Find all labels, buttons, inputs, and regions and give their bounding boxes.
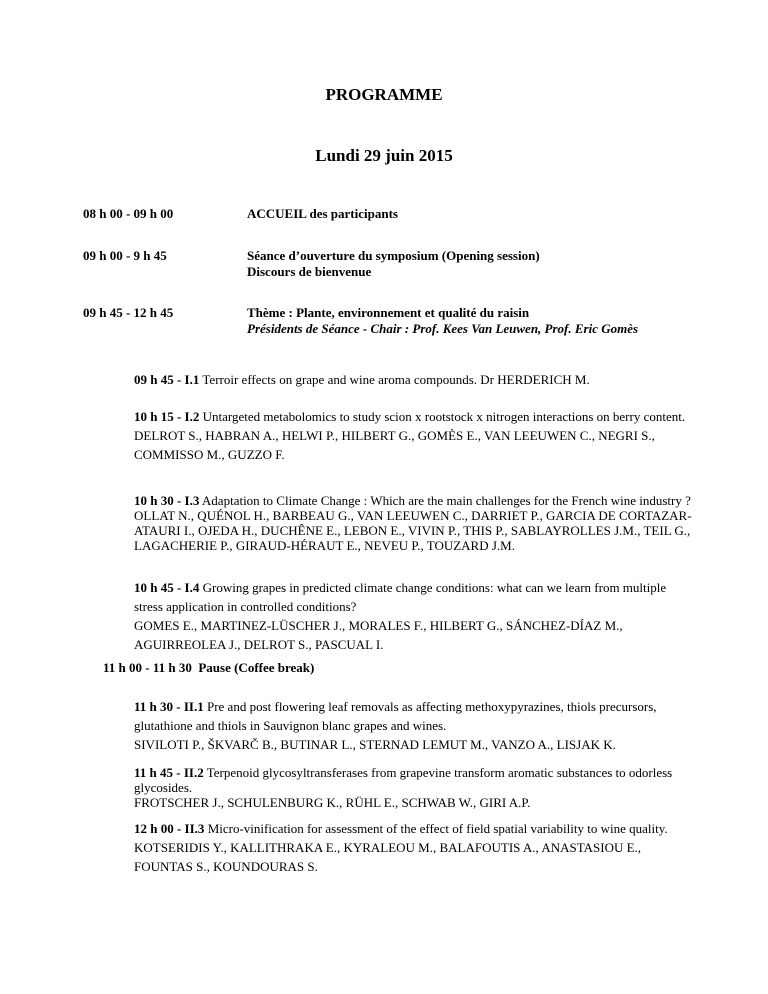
chairs-line: Présidents de Séance - Chair : Prof. Kees Van Leuwen, Prof. Eric Gomès	[247, 321, 639, 336]
schedule-desc: ACCUEIL des participants	[247, 206, 398, 221]
page-title: PROGRAMME	[325, 85, 443, 104]
talk-authors: KOTSERIDIS Y., KALLITHRAKA E., KYRALEOU M., BALAFOUTIS A., ANASTASIOU E., FOUNTAS S., KOUNDOURAS S.	[134, 840, 642, 874]
talk-id: 10 h 30 - I.3	[134, 493, 200, 508]
talk-id: 10 h 45 - I.4	[134, 580, 200, 595]
talk-item	[134, 407, 694, 464]
day-heading: Lundi 29 juin 2015	[315, 146, 453, 165]
talk-title: Adaptation to Climate Change : Which are the main challenges for the French wine industry ?	[201, 493, 691, 508]
schedule-time: 09 h 45 - 12 h 45	[83, 305, 174, 320]
talk-title: Terpenoid glycosyltransferases from grapevine transform aromatic substances to odorless glycosides.	[134, 765, 673, 795]
talk-title: Micro-vinification for assessment of the effect of field spatial variability to wine quality.	[207, 821, 668, 836]
talk-authors: DELROT S., HABRAN A., HELWI P., HILBERT G., GOMÈS E., VAN LEEUWEN C., NEGRI S., COMMISSO M., GUZZO F.	[134, 428, 655, 462]
talk-title: Untargeted metabolomics to study scion x rootstock x nitrogen interactions on berry content.	[202, 409, 686, 424]
schedule-desc-line2: Discours de bienvenue	[247, 264, 372, 279]
talk-id: 11 h 45 - II.2	[134, 765, 204, 780]
talk-item	[134, 765, 694, 810]
talk-id: 11 h 30 - II.1	[134, 699, 204, 714]
talk-item	[134, 697, 694, 754]
theme-line: Thème : Plante, environnement et qualité du raisin	[247, 305, 530, 320]
talk-id: 09 h 45 - I.1	[134, 372, 200, 387]
talk-item	[134, 578, 694, 654]
talk-title: Terroir effects on grape and wine aroma compounds. Dr HERDERICH M.	[202, 372, 590, 387]
schedule-desc	[247, 305, 683, 337]
talk-id: 10 h 15 - I.2	[134, 409, 200, 424]
talk-authors: OLLAT N., QUÉNOL H., BARBEAU G., VAN LEEUWEN C., DARRIET P., GARCIA DE CORTAZAR-ATAURI I., OJEDA H., DUCHÊNE E., LEBON E., VIVIN P., THIS P., SABLAYROLLES J.M., TEIL G., LAGACHERIE P., GIRAUD-HÉRAUT E., NEVEU P., TOUZARD J.M.	[134, 508, 692, 553]
schedule-desc	[247, 248, 683, 280]
schedule-time: 08 h 00 - 09 h 00	[83, 206, 174, 221]
talk-item	[134, 819, 694, 876]
talk-id: 12 h 00 - II.3	[134, 821, 205, 836]
coffee-break: 11 h 00 - 11 h 30 Pause (Coffee break)	[103, 660, 315, 675]
schedule-time: 09 h 00 - 9 h 45	[83, 248, 167, 263]
talk-item	[134, 493, 694, 553]
talk-item	[134, 370, 694, 389]
schedule-desc-line1: Séance d’ouverture du symposium (Opening session)	[247, 248, 540, 263]
talk-title: Pre and post flowering leaf removals as affecting methoxypyrazines, thiols precursors, glutathione and thiols in Sauvignon blanc grapes and wines.	[134, 699, 657, 733]
talk-authors: FROTSCHER J., SCHULENBURG K., RÜHL E., SCHWAB W., GIRI A.P.	[134, 795, 531, 810]
talk-authors: SIVILOTI P., ŠKVARČ B., BUTINAR L., STERNAD LEMUT M., VANZO A., LISJAK K.	[134, 737, 616, 752]
talk-authors: GOMES E., MARTINEZ-LÜSCHER J., MORALES F., HILBERT G., SÁNCHEZ-DÍAZ M., AGUIRREOLEA J., DELROT S., PASCUAL I.	[134, 618, 623, 652]
talk-title: Growing grapes in predicted climate change conditions: what can we learn from multiple stress application in controlled conditions?	[134, 580, 667, 614]
